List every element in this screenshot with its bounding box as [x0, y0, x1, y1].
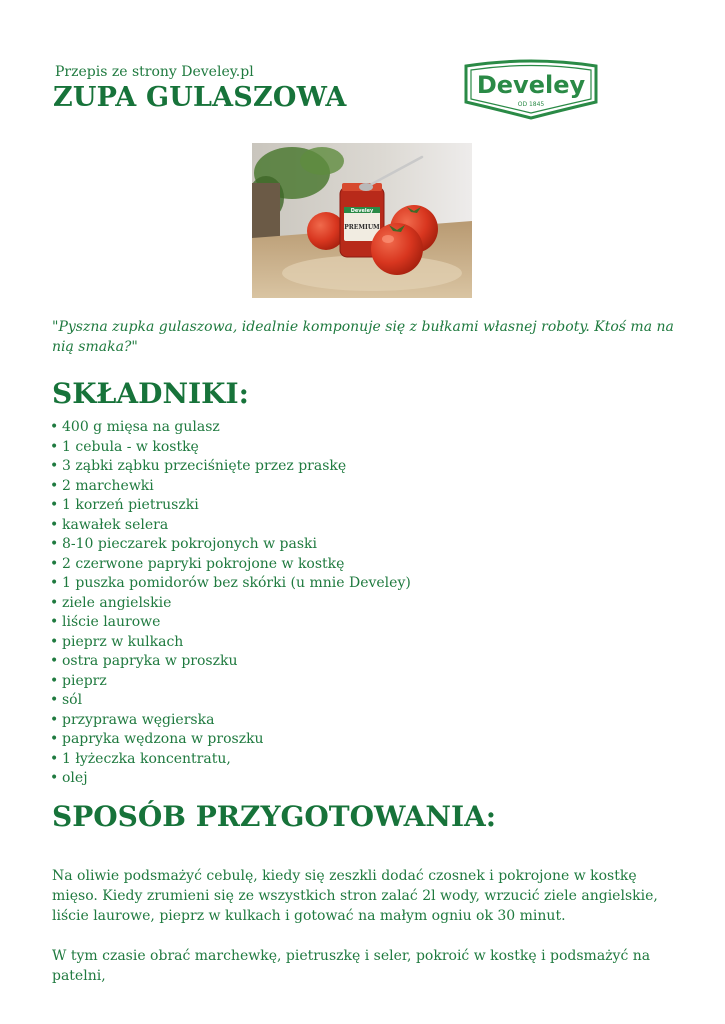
bullet-icon: • [50, 594, 59, 611]
ingredient-text: papryka wędzona w proszku [62, 731, 264, 747]
ingredient-item [50, 516, 411, 536]
bullet-icon: • [50, 575, 59, 591]
ingredient-item [50, 555, 411, 575]
bullet-icon: • [50, 633, 59, 650]
bullet-icon: • [50, 731, 59, 747]
ingredient-text: 1 korzeń pietruszki [62, 497, 199, 513]
ingredient-text: 3 ząbki ząbku przeciśnięte przez praskę [62, 458, 347, 474]
ingredient-item [50, 711, 411, 731]
preparation-steps [52, 866, 677, 1006]
ingredient-text: pieprz w kulkach [62, 633, 184, 650]
ingredient-item [50, 594, 411, 614]
ingredient-text: kawałek selera [62, 516, 169, 533]
ingredients-heading: SKŁADNIKI: [52, 377, 249, 410]
bullet-icon: • [50, 536, 59, 552]
preparation-step: Na oliwie podsmażyć cebulę, kiedy się zeszkli dodać czosnek i pokrojone w kostkę mięso. Kiedy zrumieni się ze wszystkich stron zalać 2l wody, wrzucić ziele angielskie, liście laurowe, pieprz w kulkach i gotować na małym ogniu ok 30 minut. [52, 868, 658, 924]
bullet-icon: • [50, 672, 59, 689]
ingredient-text: 2 czerwone papryki pokrojone w kostkę [62, 555, 345, 572]
ingredient-text: ostra papryka w proszku [62, 653, 238, 669]
ingredient-text: olej [62, 770, 88, 786]
bullet-icon: • [50, 770, 59, 786]
ingredient-item [50, 496, 411, 516]
preparation-heading: SPOSÓB PRZYGOTOWANIA: [52, 800, 497, 833]
bullet-icon: • [50, 653, 59, 669]
bullet-icon: • [50, 750, 59, 767]
jar-brand: Develey [350, 208, 374, 214]
bullet-icon: • [50, 614, 59, 630]
ingredient-text: 2 marchewki [62, 477, 154, 494]
ingredient-item [50, 477, 411, 497]
bullet-icon: • [50, 692, 59, 708]
intro-quote: "Pyszna zupka gulaszowa, idealnie komponuje się z bułkami własnej roboty. Ktoś ma na nią smaka?" [52, 319, 674, 355]
bullet-icon: • [50, 711, 59, 728]
jar-label: PREMIUM [344, 224, 380, 231]
ingredient-text: pieprz [62, 672, 107, 689]
bullet-icon: • [50, 458, 59, 474]
ingredient-text: 1 cebula - w kostkę [62, 438, 199, 455]
ingredient-item [50, 730, 411, 750]
bullet-icon: • [50, 555, 59, 572]
ingredient-text: 8-10 pieczarek pokrojonych w paski [62, 536, 317, 552]
ingredient-item [50, 438, 411, 458]
ingredient-text: 1 puszka pomidorów bez skórki (u mnie Develey) [62, 575, 411, 591]
recipe-photo [252, 143, 472, 298]
ingredient-text: sól [62, 692, 83, 708]
preparation-step: W tym czasie obrać marchewkę, pietruszkę i seler, pokroić w kostkę i podsmażyć na patelni, [52, 948, 651, 984]
ingredients-list [50, 418, 411, 789]
source-line: Przepis ze strony Develey.pl [55, 64, 254, 80]
ingredient-item [50, 633, 411, 653]
ingredient-text: ziele angielskie [62, 594, 172, 611]
ingredient-item [50, 750, 411, 770]
ingredient-text: 400 g mięsa na gulasz [62, 419, 220, 435]
ingredient-item [50, 672, 411, 692]
ingredient-item [50, 769, 411, 789]
logo-brand: Develey [476, 71, 586, 99]
bullet-icon: • [50, 419, 59, 435]
ingredient-text: przyprawa węgierska [62, 711, 215, 728]
logo-tagline: OD 1845 [517, 101, 545, 108]
ingredient-item [50, 574, 411, 594]
bullet-icon: • [50, 497, 59, 513]
ingredient-text: 1 łyżeczka koncentratu, [62, 750, 231, 767]
ingredient-item [50, 418, 411, 438]
ingredient-item [50, 613, 411, 633]
bullet-icon: • [50, 438, 59, 455]
ingredient-item [50, 652, 411, 672]
develey-logo [462, 58, 600, 120]
ingredient-text: liście laurowe [62, 614, 161, 630]
ingredient-item [50, 535, 411, 555]
recipe-title: ZUPA GULASZOWA [53, 82, 347, 113]
ingredient-item [50, 691, 411, 711]
bullet-icon: • [50, 516, 59, 533]
ingredient-item [50, 457, 411, 477]
bullet-icon: • [50, 477, 59, 494]
